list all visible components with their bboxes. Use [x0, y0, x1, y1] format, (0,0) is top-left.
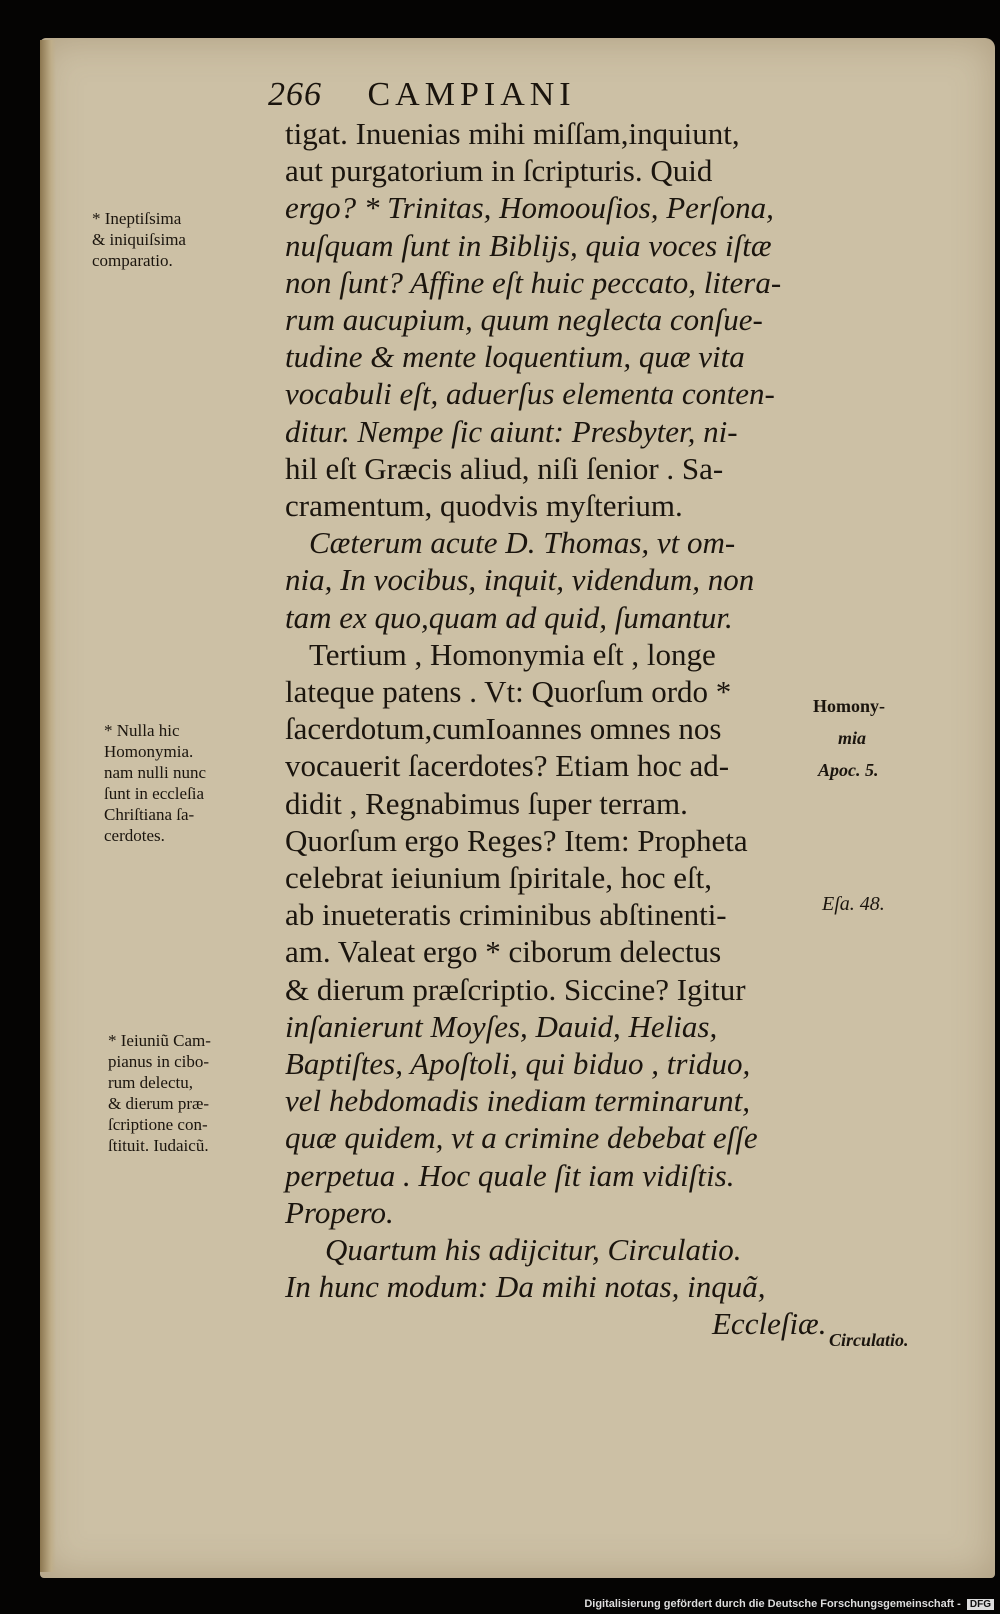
- text-line: & dierum præſcriptio. Siccine? Igitur: [285, 971, 746, 1007]
- text-line: ergo? * Trinitas, Homoouſios, Perſona,: [285, 190, 774, 226]
- text-line: vocauerit ſacerdotes? Etiam hoc ad-: [285, 748, 730, 784]
- note-line: * Nulla hic: [104, 721, 180, 740]
- margin-note-left-2: [104, 720, 206, 846]
- margin-note-right-apoc: [818, 760, 879, 781]
- note-line: nam nulli nunc: [104, 763, 206, 782]
- note-line: ſtituit. Iudaicũ.: [108, 1136, 209, 1155]
- margin-note-right-homonymia: [813, 696, 885, 717]
- text-line: am. Valeat ergo * ciborum delectus: [285, 934, 722, 970]
- page-number: 266: [268, 76, 322, 113]
- text-line: celebrat ieiunium ſpiritale, hoc eſt,: [285, 860, 712, 895]
- text-line: cramentum, quodvis myſterium.: [285, 488, 683, 523]
- note-line: Apoc. 5.: [818, 760, 879, 780]
- note-line: cerdotes.: [104, 826, 165, 845]
- margin-note-left-3: [108, 1030, 211, 1156]
- text-line: Baptiſtes, Apoſtoli, qui biduo , triduo,: [285, 1046, 751, 1081]
- text-line: hil eſt Græcis aliud, niſi ſenior . Sa-: [285, 450, 724, 486]
- note-line: & dierum præ-: [108, 1094, 210, 1113]
- text-line: lateque patens . Vt: Quorſum ordo *: [285, 674, 732, 709]
- text-line: Cæterum acute D. Thomas, vt om-: [309, 525, 736, 561]
- note-line: ſunt in eccleſia: [104, 784, 205, 803]
- dfg-logo: DFG: [967, 1599, 994, 1610]
- text-line: inſanierunt Moyſes, Dauid, Helias,: [285, 1008, 718, 1044]
- text-line: quæ quidem, vt a crimine debebat eſſe: [285, 1120, 758, 1156]
- note-line: * Ineptiſsima: [92, 209, 182, 228]
- text-line: non ſunt? Affine eſt huic peccato, litera-: [285, 264, 782, 300]
- note-line: Chriſtiana ſa-: [104, 805, 195, 824]
- note-line: rum delectu,: [108, 1073, 193, 1092]
- text-line: ſacerdotum,cumIoannes omnes nos: [285, 711, 722, 747]
- text-line: Tertium , Homonymia eſt , longe: [309, 636, 716, 672]
- running-head: CAMPIANI: [367, 76, 576, 113]
- note-line: Homonymia.: [104, 742, 194, 761]
- page-header: [268, 76, 576, 114]
- text-line: tigat. Inuenias mihi miſſam,inquiunt,: [285, 116, 740, 151]
- note-line: Eſa. 48.: [822, 893, 885, 915]
- text-line: In hunc modum: Da mihi notas, inquã,: [285, 1269, 766, 1305]
- note-line: ſcriptione con-: [108, 1115, 208, 1134]
- text-line: tam ex quo,quam ad quid, ſumantur.: [285, 599, 733, 635]
- note-line: comparatio.: [92, 251, 173, 270]
- footer-credit: [584, 1598, 994, 1610]
- text-line: Quorſum ergo Reges? Item: Propheta: [285, 822, 748, 858]
- text-line: didit , Regnabimus ſuper terram.: [285, 785, 688, 821]
- text-line: vocabuli eſt, aduerſus elementa conten-: [285, 376, 775, 412]
- margin-note-right-esa: [822, 894, 885, 915]
- margin-note-right-mia: [838, 728, 866, 749]
- text-line: tudine & mente loquentium, quæ vita: [285, 339, 745, 375]
- text-line: perpetua . Hoc quale ſit iam vidiſtis.: [285, 1157, 735, 1193]
- note-line: pianus in cibo-: [108, 1052, 210, 1071]
- text-line: Propero.: [285, 1194, 394, 1230]
- text-line: rum aucupium, quum neglecta conſue-: [285, 302, 763, 337]
- note-line: Circulatio.: [829, 1330, 909, 1350]
- text-line: Quartum his adijcitur, Circulatio.: [325, 1232, 742, 1267]
- note-line: mia: [838, 728, 867, 748]
- text-line: ditur. Nempe ſic aiunt: Presbyter, ni-: [285, 413, 738, 449]
- note-line: Homony-: [813, 696, 885, 716]
- margin-note-right-circulatio: [829, 1330, 909, 1351]
- footer-text: Digitalisierung gefördert durch die Deutsche Forschungsgemeinschaft -: [584, 1598, 961, 1610]
- page-gutter: [40, 40, 56, 1572]
- text-line: Eccleſiæ.: [712, 1306, 827, 1342]
- text-line: aut purgatorium in ſcripturis. Quid: [285, 153, 713, 189]
- note-line: & iniquiſsima: [92, 230, 186, 249]
- margin-note-left-1: [92, 208, 186, 271]
- text-line: ab inueteratis criminibus abſtinenti-: [285, 897, 727, 933]
- text-line: vel hebdomadis inediam terminarunt,: [285, 1083, 750, 1119]
- text-line: nia, In vocibus, inquit, videndum, non: [285, 562, 755, 598]
- text-line: nuſquam ſunt in Biblijs, quia voces iſtæ: [285, 227, 772, 263]
- note-line: * Ieiuniũ Cam-: [108, 1031, 211, 1050]
